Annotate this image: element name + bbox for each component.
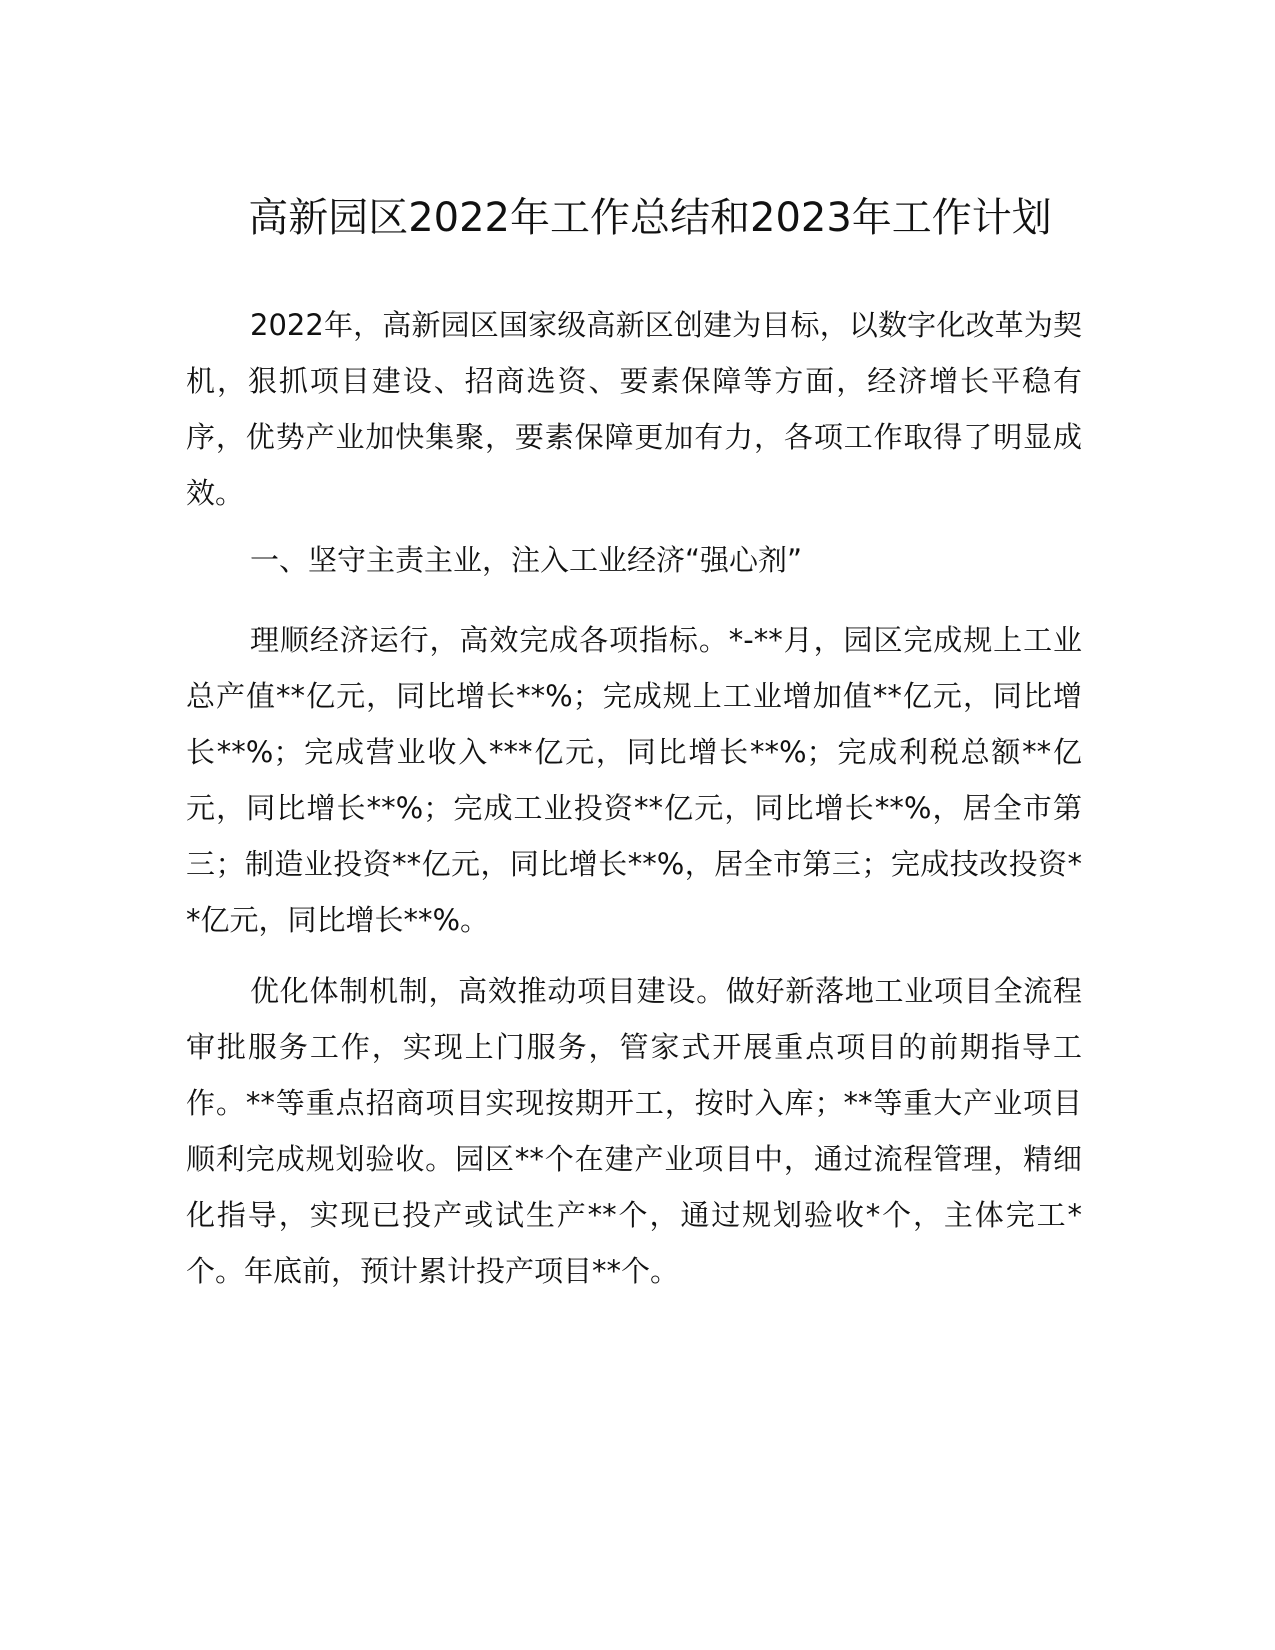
paragraph-economic-operation	[186, 612, 1082, 948]
paragraph-text: 2022年，高新园区国家级高新区创建为目标，以数字化改革为契机，狠抓项目建设、招商选资、要素保障等方面，经济增长平稳有序，优势产业加快集聚，要素保障更加有力，各项工作取得了明显成效。	[186, 308, 1082, 510]
document-title: 高新园区2022年工作总结和2023年工作计划	[248, 195, 1052, 241]
section-heading-text: 一、坚守主责主业，注入工业经济“强心剂”	[250, 543, 803, 577]
paragraph-text: 优化体制机制，高效推动项目建设。做好新落地工业项目全流程审批服务工作，实现上门服务，管家式开展重点项目的前期指导工作。**等重点招商项目实现按期开工，按时入库；**等重大产业项目顺利完成规划验收。园区**个在建产业项目中，通过流程管理，精细化指导，实现已投产或试生产**个，通过规划验收*个，主体完工*个。年底前，预计累计投产项目**个。	[186, 974, 1082, 1288]
paragraph-project-construction	[186, 963, 1082, 1299]
paragraph-intro	[186, 297, 1082, 521]
paragraph-text: 理顺经济运行，高效完成各项指标。*-**月，园区完成规上工业总产值**亿元，同比增长**%；完成规上工业增加值**亿元，同比增长**%；完成营业收入***亿元，同比增长**%；完成利税总额**亿元，同比增长**%；完成工业投资**亿元，同比增长**%，居全市第三；制造业投资**亿元，同比增长**%，居全市第三；完成技改投资**亿元，同比增长**%。	[186, 623, 1082, 937]
section-heading-1	[186, 532, 1082, 588]
